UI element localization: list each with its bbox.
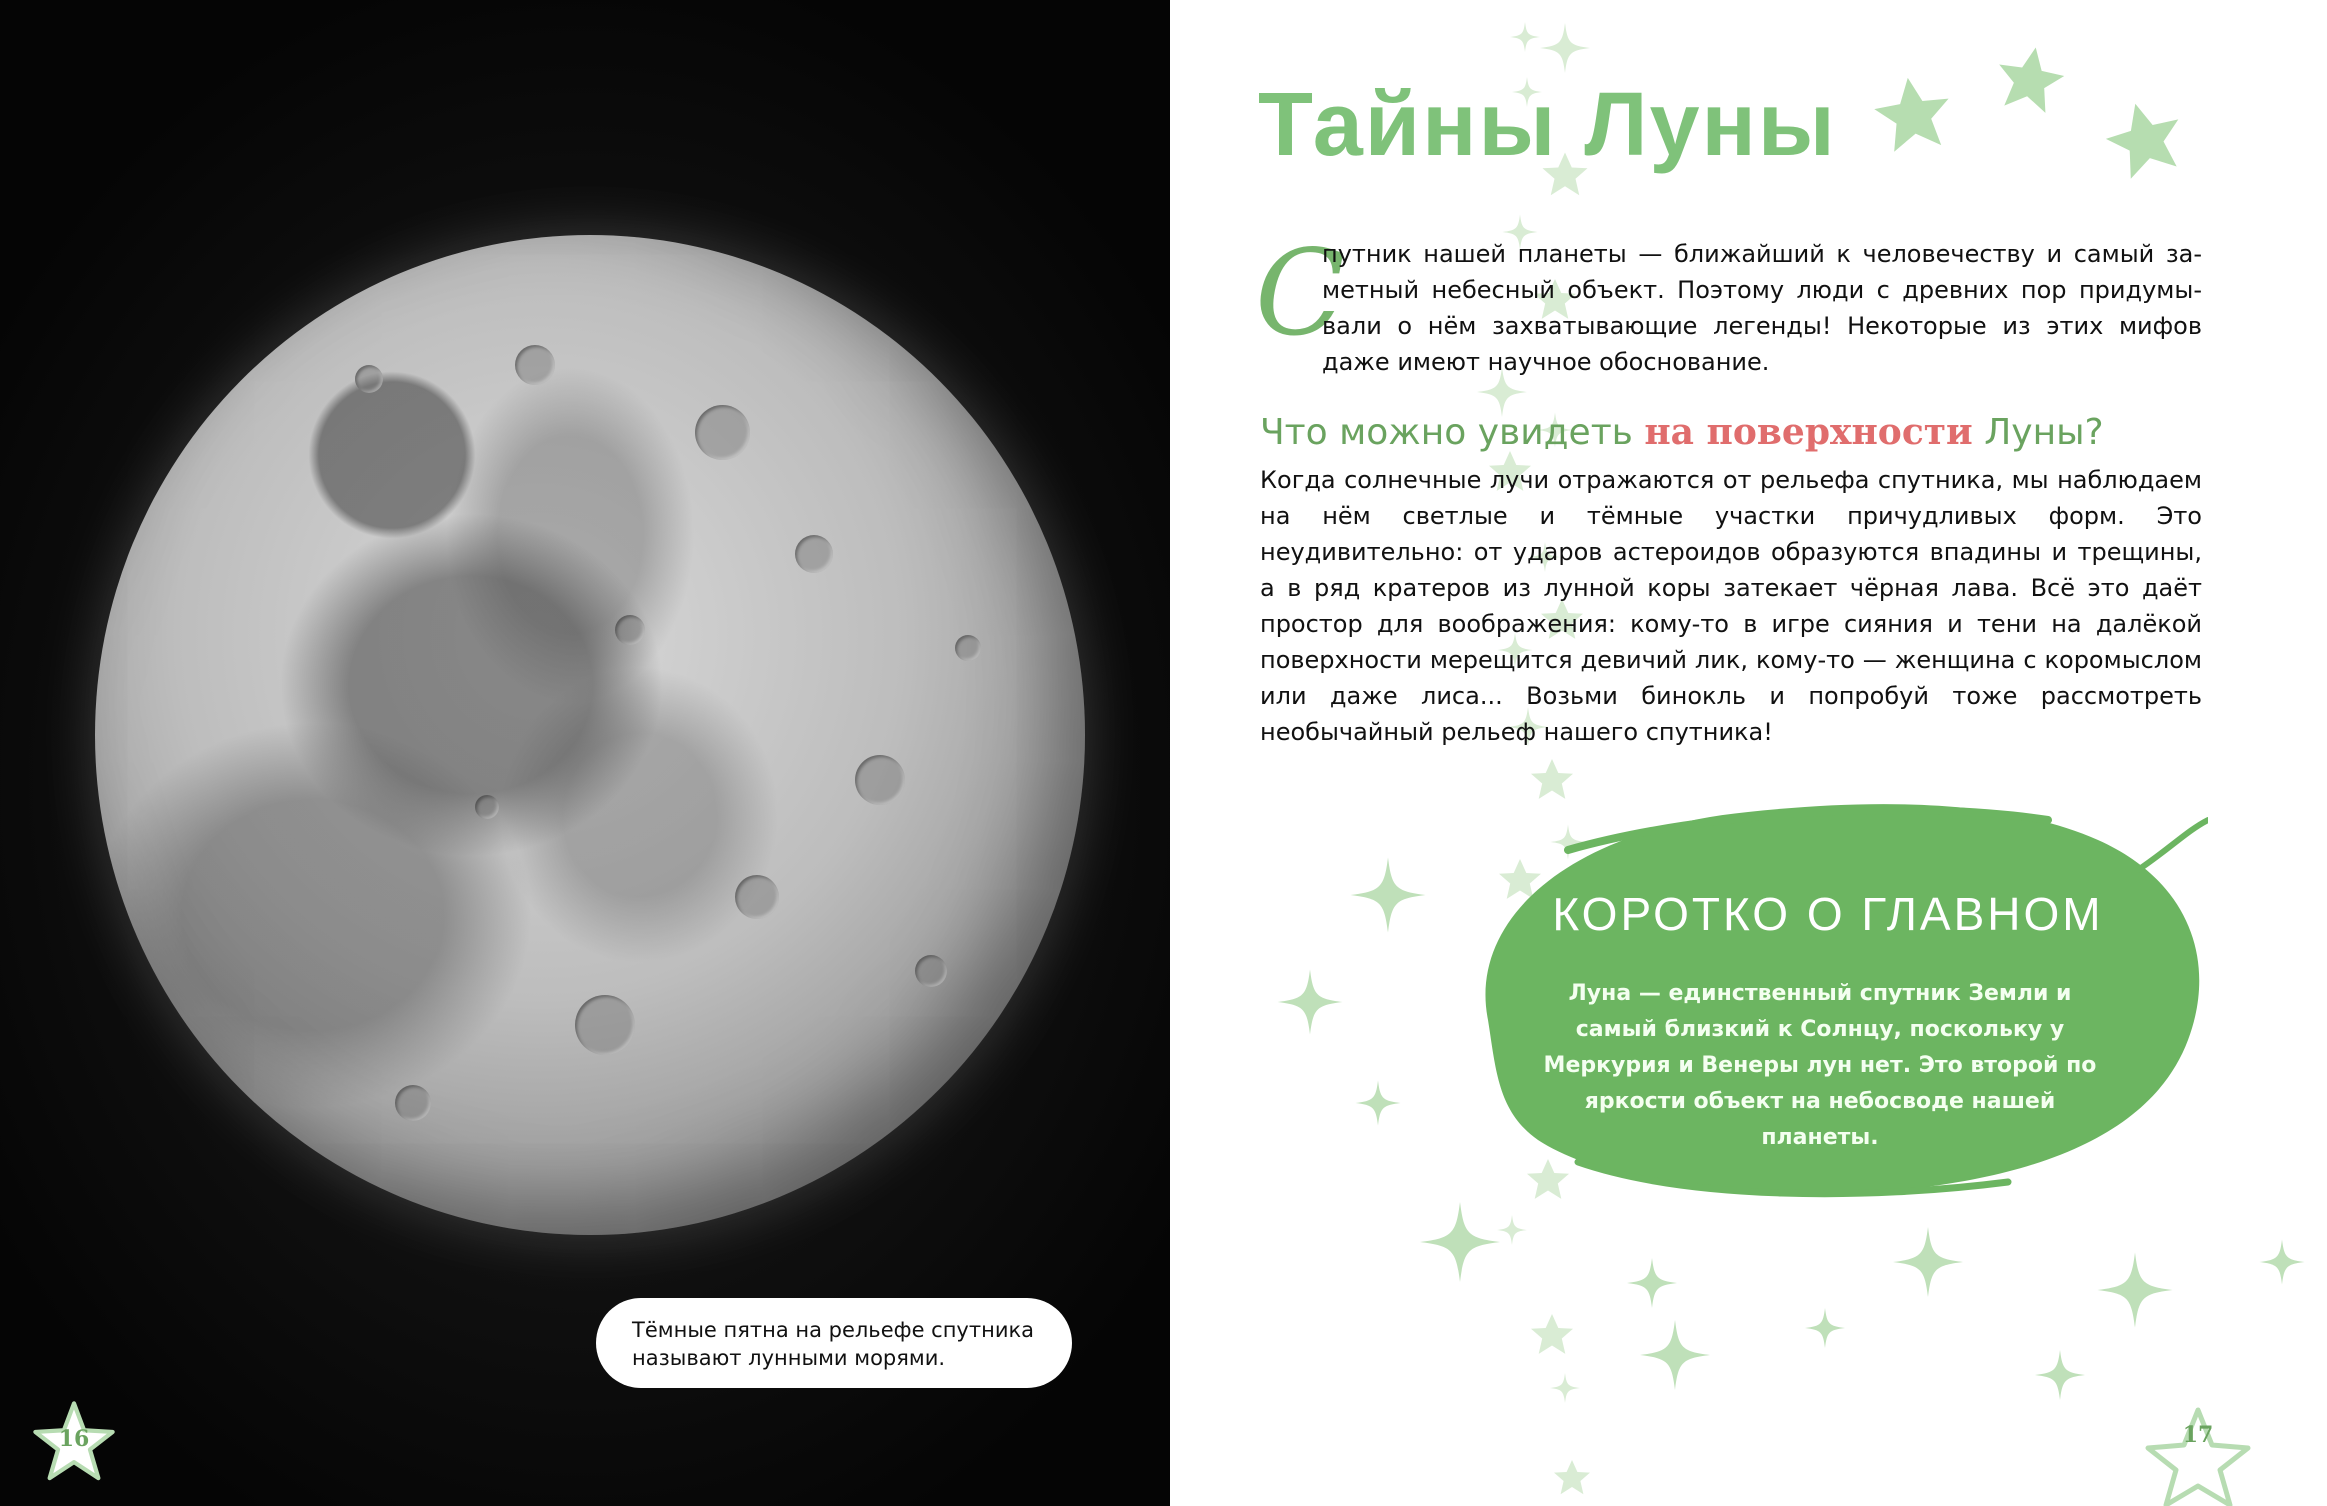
moon-image bbox=[95, 235, 1085, 1235]
heading-accent: на поверхности bbox=[1644, 411, 1973, 453]
summary-text: Луна — единственный спутник Земли и самый близкий к Солнцу, поскольку у Меркурия и Венеры лун нет. Это второй по яркости объект на небосводе нашей планеты. bbox=[1543, 981, 2097, 1150]
intro-dropcap: С bbox=[1255, 224, 1346, 362]
intro-line: даже имеют научное обоснование. bbox=[1322, 348, 1770, 376]
crater bbox=[475, 795, 499, 819]
crater bbox=[695, 405, 750, 460]
crater bbox=[735, 875, 779, 919]
crater bbox=[955, 635, 981, 661]
intro-line: метный небесный объект. Поэтому люди с древних пор придумы- bbox=[1322, 276, 2202, 304]
crater bbox=[515, 345, 555, 385]
crater bbox=[395, 1085, 431, 1121]
crater bbox=[575, 995, 635, 1055]
caption-text: Тёмные пятна на рельефе спутника называют лунными морями. bbox=[632, 1318, 1035, 1370]
heading-part: Луны? bbox=[1972, 412, 2104, 453]
body-paragraph: Когда солнечные лучи отражаются от рельефа спутника, мы наблюдаем на нём светлые и тёмные участки причудливых форм. Это неудивительно: от ударов астероидов образуются впадины и трещины, а в ряд кратеров из лунной коры затекает чёрная лава. Всё это даёт простор для воображения: кому-то в игре сияния и тени на далёкой поверхности мерещится девичий лик, кому-то — женщина с коромыслом или даже лиса... Возьми бинокль и попробуй тоже рассмотреть необычайный рельеф нашего спутника! bbox=[1260, 466, 2202, 746]
section-heading bbox=[1260, 408, 2104, 457]
crater bbox=[915, 955, 947, 987]
page-number-left: 16 bbox=[58, 1426, 90, 1452]
crater bbox=[855, 755, 905, 805]
crater bbox=[615, 615, 645, 645]
crater bbox=[355, 365, 383, 393]
photo-caption bbox=[596, 1298, 1072, 1388]
heading-part: Что можно увидеть bbox=[1260, 412, 1645, 453]
intro-line: вали о нём захватывающие легенды! Некоторые из этих мифов bbox=[1322, 312, 2202, 340]
crater bbox=[795, 535, 833, 573]
summary-title: КОРОТКО О ГЛАВНОМ bbox=[1552, 888, 2104, 940]
page-title: Тайны Луны bbox=[1258, 75, 1837, 175]
page-number-right: 17 bbox=[2182, 1422, 2214, 1448]
intro-line: путник нашей планеты — ближайший к человечеству и самый за- bbox=[1322, 240, 2202, 268]
